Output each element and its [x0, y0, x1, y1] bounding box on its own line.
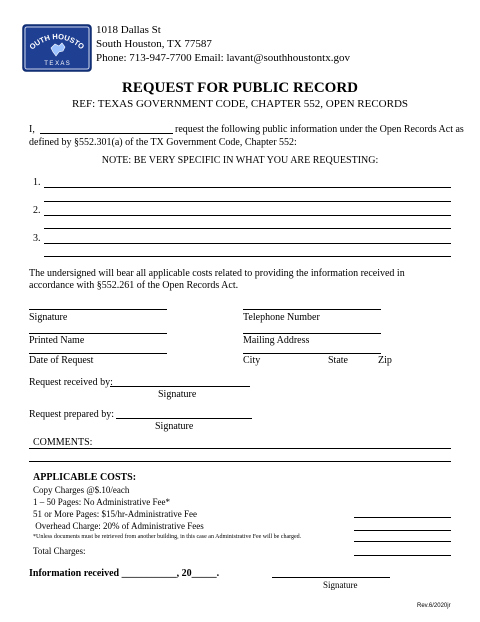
costs-statement-line-1: The undersigned will bear all applicable costs related to providing the information received in	[29, 268, 405, 279]
revision-tag: Rev.6/2020jr	[417, 603, 451, 609]
signature-label: Signature	[29, 312, 68, 323]
mailing-address-label: Mailing Address	[243, 335, 310, 346]
cost-amount-line[interactable]	[354, 530, 451, 531]
comments-line-1[interactable]	[29, 448, 451, 449]
printed-name-line[interactable]	[29, 333, 167, 334]
cost-amount-line[interactable]	[354, 517, 451, 518]
request-item-number: 2.	[33, 205, 41, 216]
cost-line: 51 or More Pages: $15/hr-Administrative Fee	[33, 509, 198, 519]
intro-prefix: I,	[29, 124, 35, 135]
intro-line-2: defined by §552.301(a) of the TX Government Code, Chapter 552:	[29, 137, 297, 148]
contact-line: Phone: 713-947-7700 Email: lavant@southhoustontx.gov	[96, 52, 350, 64]
request-line-3[interactable]	[44, 243, 451, 244]
received-by-label: Request received by:	[29, 377, 113, 388]
received-by-line[interactable]	[110, 386, 250, 387]
prepared-by-signature-label: Signature	[155, 421, 194, 432]
comments-line-2[interactable]	[29, 461, 451, 462]
address-line-1: 1018 Dallas St	[96, 24, 161, 36]
date-of-request-line[interactable]	[29, 353, 167, 354]
request-line-2b[interactable]	[44, 228, 451, 229]
address-line-2: South Houston, TX 77587	[96, 38, 212, 50]
signature-line[interactable]	[29, 309, 167, 310]
zip-label: Zip	[378, 355, 392, 366]
city-logo	[22, 24, 92, 72]
request-line-1[interactable]	[44, 187, 451, 188]
cost-footnote: *Unless documents must be retrieved from another building, in this case an Administrative Fee will be charged.	[33, 534, 302, 540]
total-charges-label: Total Charges:	[33, 546, 86, 556]
telephone-label: Telephone Number	[243, 312, 320, 323]
final-signature-label: Signature	[323, 580, 358, 590]
svg-text:SOUTH HOUSTON: OUTH HOUSTO	[27, 31, 86, 52]
costs-statement-line-2: accordance with §552.261 of the Open Records Act.	[29, 280, 239, 291]
request-item-number: 1.	[33, 177, 41, 188]
request-line-1b[interactable]	[44, 201, 451, 202]
prepared-by-line[interactable]	[116, 418, 252, 419]
telephone-line[interactable]	[243, 309, 381, 310]
city-label: City	[243, 355, 261, 366]
request-line-2[interactable]	[44, 215, 451, 216]
date-of-request-label: Date of Request	[29, 355, 94, 366]
mailing-address-line[interactable]	[243, 333, 381, 334]
cost-line: Overhead Charge: 20% of Administrative Fees	[33, 521, 204, 531]
cost-line: 1 – 50 Pages: No Administrative Fee*	[33, 497, 170, 507]
prepared-by-label: Request prepared by:	[29, 409, 114, 420]
information-received: Information received ___________, 20_____.	[29, 568, 220, 579]
final-signature-line[interactable]	[272, 577, 390, 578]
city-state-zip-line[interactable]	[243, 353, 381, 354]
intro-suffix: request the following public information under the Open Records Act as	[175, 124, 464, 135]
request-item-number: 3.	[33, 233, 41, 244]
svg-text:T E X A S: T E X A S	[44, 61, 70, 67]
cost-amount-line[interactable]	[354, 541, 451, 542]
printed-name-label: Printed Name	[29, 335, 85, 346]
total-charges-line[interactable]	[354, 555, 451, 556]
state-label: State	[328, 355, 348, 366]
received-by-signature-label: Signature	[158, 389, 197, 400]
page-title: REQUEST FOR PUBLIC RECORD	[121, 80, 358, 96]
south-houston-seal-icon	[22, 24, 92, 72]
request-line-3b[interactable]	[44, 256, 451, 257]
requester-name-line[interactable]	[40, 133, 173, 134]
page-subtitle: REF: TEXAS GOVERNMENT CODE, CHAPTER 552, OPEN RECORDS	[71, 98, 409, 110]
specific-note: NOTE: BE VERY SPECIFIC IN WHAT YOU ARE REQUESTING:	[101, 155, 379, 166]
applicable-costs-heading: APPLICABLE COSTS:	[33, 472, 137, 483]
comments-label: COMMENTS:	[33, 437, 93, 448]
cost-line: Copy Charges @$.10/each	[33, 485, 130, 495]
